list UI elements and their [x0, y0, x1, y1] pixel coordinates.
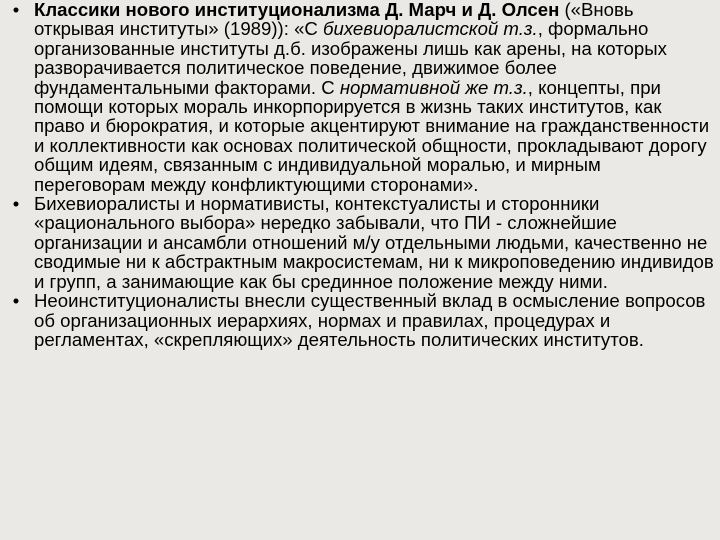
bullet-marker: • [12, 0, 20, 20]
bullet-item-neoinstitutionalists [6, 291, 714, 349]
bullet-marker: • [12, 193, 20, 215]
text-segment: Бихевиоралисты и нормативисты, контекстуалисты и сторонники «рационального выбора» нередко забывали, что ПИ - сложнейшие организации и ансамбли отношений м/у отдельными людьми, качественно не сводимые ни к абстрактным макросистемам, ни к микроповедению индивидов и групп, а занимающие как бы срединное положение между ними. [34, 193, 714, 292]
text-segment: , концепты, при помощи которых мораль инкорпорируется в жизнь таких институтов, как право и бюрократия, и которые акцентируют внимание на гражданственности и коллективности как основах политической общности, прокладывают дорогу общим идеям, связанным с индивидуальной моралью, и мирным переговорам между конфликтующими сторонами». [34, 76, 710, 195]
text-segment: («Вновь открывая институты» (1989)): «С [34, 0, 634, 40]
text-segment: , формально организованные институты д.б. изображены лишь как арены, на которых разворачивается политическое поведение, движимое более фундаментальными факторами. С [34, 18, 667, 98]
heading-phrase: Классики нового институционализма Д. Марч и Д. Олсен [34, 0, 560, 20]
bullet-item-march-olsen [6, 0, 714, 194]
text-segment: Неоинституционалисты внесли существенный вклад в осмысление вопросов об организационных иерархиях, нормах и правилах, процедурах и регламентах, «скрепляющих» деятельность политических институтов. [34, 290, 706, 350]
bullet-marker: • [12, 290, 20, 312]
italic-term: бихевиоралистской т.з. [323, 18, 538, 40]
italic-term: нормативной же т.з. [339, 76, 528, 98]
bullet-item-behavioralists [6, 194, 714, 291]
bullet-list [6, 0, 714, 349]
